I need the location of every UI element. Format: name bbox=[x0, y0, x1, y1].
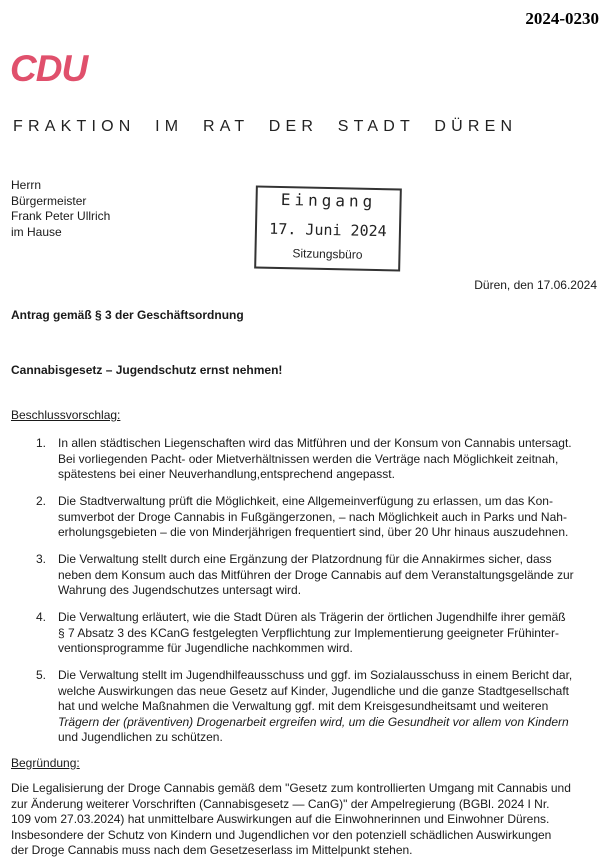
reasoning-line: zur Änderung weiterer Vorschriften (Cannabisgesetz — CanG)" der Ampelregierung (BGBl. 2024 I Nr. bbox=[11, 796, 550, 811]
faction-heading: FRAKTION IM RAT DER STADT DÜREN bbox=[13, 118, 518, 135]
item-line: Trägern der (präventiven) Drogenarbeit ergreifen wird, um die Gesundheit vor allem von Kindern bbox=[58, 714, 569, 729]
item-line: Wahrung des Jugendschutzes untersagt wird. bbox=[58, 583, 302, 598]
addressee-line: im Hause bbox=[11, 224, 62, 239]
proposal-heading: Beschlussvorschlag: bbox=[11, 408, 121, 422]
reasoning-line: Die Legalisierung der Droge Cannabis gemäß dem "Gesetz zum kontrollierten Umgang mit Cannabis und bbox=[11, 781, 571, 795]
item-line: spätestens bei einer Neuverhandlung,entsprechend angepasst. bbox=[58, 467, 395, 482]
reasoning-line: 109 vom 27.03.2024) hat unmittelbare Auswirkungen auf die Einwohnerinnen und Einwohner Dürens. bbox=[11, 812, 550, 827]
item-number: 4. bbox=[36, 610, 47, 624]
stamp-title: Eingang bbox=[280, 190, 377, 212]
item-line: Bei vorliegenden Pacht- oder Mietverhältnissen werden die Verträge nach Möglichkeit zeitnah, bbox=[58, 451, 559, 466]
item-line: § 7 Absatz 3 des KCanG festgelegten Verpflichtung zur Implementierung geeigneter Frühinter- bbox=[58, 625, 559, 640]
stamp-date: 17. Juni 2024 bbox=[269, 219, 387, 241]
addressee-block bbox=[11, 178, 110, 240]
addressee-line: Frank Peter Ullrich bbox=[11, 209, 111, 224]
stamp-office: Sitzungsbüro bbox=[292, 246, 363, 262]
item-line: Die Stadtverwaltung prüft die Möglichkeit, eine Allgemeinverfügung zu erlassen, um das Kon- bbox=[58, 494, 553, 508]
reasoning-line: der Droge Cannabis muss nach dem Gesetzeserlass im Mittelpunkt stehen. bbox=[11, 843, 413, 858]
reasoning-line: Insbesondere der Schutz von Kindern und Jugendlichen vor den potenziell schädlichen Auswirkungen bbox=[11, 827, 552, 842]
item-line: neben dem Konsum auch das Mitführen der Droge Cannabis auf dem Veranstaltungsgelände zur bbox=[58, 567, 574, 582]
item-line: hat und welche Maßnahmen die Verwaltung ggf. mit dem Kreisgesundheitsamt und weiteren bbox=[58, 699, 549, 714]
item-line: und Jugendlichen zu schützen. bbox=[58, 730, 223, 745]
cdu-logo: CDU bbox=[10, 48, 88, 89]
item-line: welche Auswirkungen das neue Gesetz auf Kinder, Jugendliche und die ganze Stadtgesellschaft bbox=[58, 683, 570, 698]
document-number: 2024-0230 bbox=[525, 9, 599, 28]
item-line: Die Verwaltung stellt im Jugendhilfeausschuss und ggf. im Sozialausschuss in einem Bericht dar, bbox=[58, 668, 573, 682]
subject-line: Cannabisgesetz – Jugendschutz ernst nehmen! bbox=[11, 363, 283, 377]
item-number: 2. bbox=[36, 494, 47, 508]
item-line: Die Verwaltung erläutert, wie die Stadt Düren als Trägerin der örtlichen Jugendhilfe ihrer gemäß bbox=[58, 610, 566, 624]
addressee-line: Herrn bbox=[11, 178, 42, 192]
receipt-stamp bbox=[254, 185, 402, 271]
addressee-line: Bürgermeister bbox=[11, 193, 87, 208]
place-and-date: Düren, den 17.06.2024 bbox=[474, 278, 597, 292]
item-number: 5. bbox=[36, 668, 47, 682]
motion-title: Antrag gemäß § 3 der Geschäftsordnung bbox=[11, 308, 244, 322]
reasoning-paragraph bbox=[11, 781, 571, 859]
reasoning-heading: Begründung: bbox=[11, 756, 80, 770]
item-number: 3. bbox=[36, 552, 47, 566]
item-line: In allen städtischen Liegenschaften wird das Mitführen und der Konsum von Cannabis untersagt. bbox=[58, 436, 572, 450]
item-line: sumverbot der Droge Cannabis in Fußgängerzonen, – nach Möglichkeit auch in Parks und Nah- bbox=[58, 509, 567, 524]
item-line: erholungsgebieten – die von Minderjährigen frequentiert sind, über 20 Uhr hinaus auszudehnen. bbox=[58, 525, 569, 540]
item-line: Die Verwaltung stellt durch eine Ergänzung der Platzordnung für die Annakirmes sicher, dass bbox=[58, 552, 552, 566]
item-number: 1. bbox=[36, 436, 47, 450]
item-line: ventionsprogramme für Jugendliche nachkommen wird. bbox=[58, 641, 353, 656]
